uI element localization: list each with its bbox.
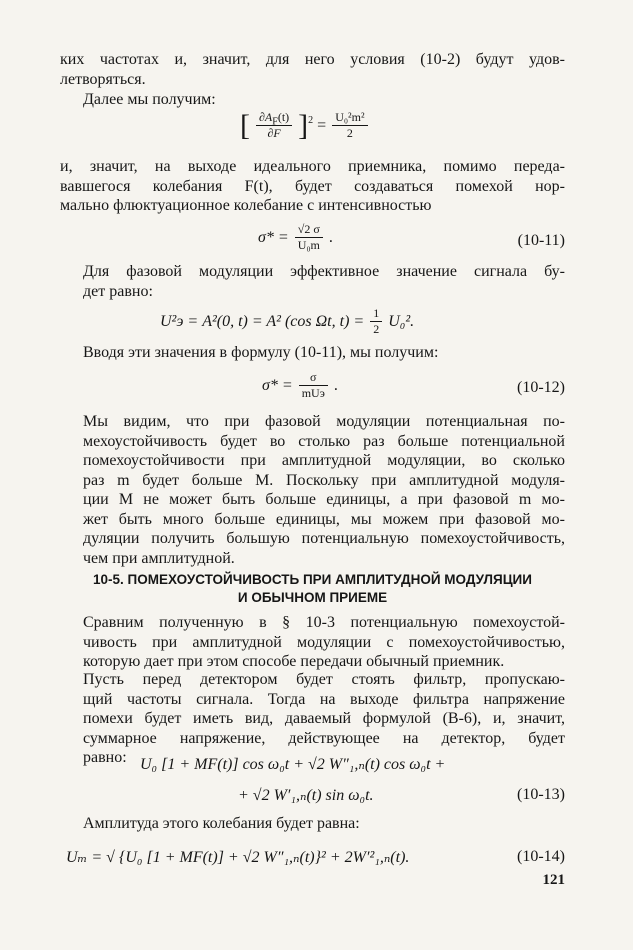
equation-10-12: σ* = $\frac{\sigma}{\text{mUэ}}$ . xyxy=(262,370,338,400)
paragraph-conclusion xyxy=(60,412,565,568)
fraction: $\frac{\partial A_F(t)}{\partial F}$ xyxy=(256,110,292,141)
equation-10-14: Uₘ = √ {U₀ [1 + MF(t)] + √2 W″₁,ₙ(t)}² + 2W′²₁,ₙ(t). xyxy=(66,849,410,866)
text-line: Вводя эти значения в формулу (10-11), мы получим: xyxy=(83,344,439,361)
text-line: и, значит, на выходе идеального приемника, помимо переда- xyxy=(60,158,565,175)
section-heading xyxy=(60,571,565,607)
text-line: помехоустойчивости при амплитудной модуляции, во сколько xyxy=(83,452,565,469)
fraction: $\frac{1}{2}$ xyxy=(370,306,382,337)
text-line: равно: xyxy=(83,749,127,766)
text-line: вавшегося колебания F(t), будет создаваться помехой нор- xyxy=(60,177,565,195)
text-line: которую дает при этом способе передачи обычный приемник. xyxy=(83,653,505,670)
text-line: Амплитуда этого колебания будет равна: xyxy=(83,815,360,832)
paragraph-continuation xyxy=(60,50,565,89)
text-line: дуляции получить большую потенциальную помехоустойчивость, xyxy=(83,530,565,547)
heading-line: И ОБЫЧНОМ ПРИЕМЕ xyxy=(237,590,388,605)
text-line: суммарное напряжение, действующее на детектор, будет xyxy=(83,729,565,747)
equation-derivative: [ $\frac{\partial A_F(t)}{\partial F}$ ]$^2$ = $\frac{\text{U₀²m²}}{2}$ xyxy=(240,110,370,141)
fraction: $\frac{\text{U₀²m²}}{2}$ xyxy=(332,110,367,141)
text-line: Мы видим, что при фазовой модуляции потенциальная по- xyxy=(83,413,565,430)
text-line: Для фазовой модуляции эффективное значение сигнала бу- xyxy=(83,263,565,280)
paragraph xyxy=(60,670,565,768)
equation-10-13-line2: + √2 W′₁,ₙ(t) sin ω₀t. xyxy=(238,787,374,804)
fraction: $\frac{\sigma}{\text{mUэ}}$ xyxy=(299,370,328,401)
text-line: Пусть перед детектором будет стоять фильтр, пропускаю- xyxy=(83,671,565,688)
equation-number: (10-11) xyxy=(517,232,565,249)
text-line: чем при амплитудной. xyxy=(83,549,235,567)
text-line: чивость при амплитудной модуляции с помехоустойчивостью, xyxy=(83,633,565,651)
equation-10-11: σ* = $\frac{√2 \sigma}{\text{U₀m}}$ . xyxy=(258,222,333,252)
text-line: ких частотах и, значит, для него условия (10-2) будут удов- xyxy=(60,51,565,68)
text-line: Сравним полученную в § 10-3 потенциальную помехоустой- xyxy=(83,614,565,631)
text-line: дет равно: xyxy=(83,282,153,300)
text-line: щий частоты сигнала. Тогда на выходе фильтра напряжение xyxy=(83,690,565,708)
equation-number: (10-14) xyxy=(517,848,565,865)
text-line: мехоустойчивость будет во столько раз больше потенциальной xyxy=(83,432,565,450)
text-line: жет быть много больше единицы, мы можем при фазовой мо- xyxy=(83,510,565,528)
text-line: ции M не может быть больше единицы, а при фазовой m мо- xyxy=(83,491,565,508)
equation-phase-effective: U²э = A²(0, t) = A² (cos Ωt, t) = $\frac{1}{2}$ U₀². xyxy=(160,306,415,336)
equation-number: (10-13) xyxy=(517,786,565,803)
text-line: помехи будет иметь вид, даваемый формулой (В-6), и, значит, xyxy=(83,710,565,727)
heading-line: 10-5. ПОМЕХОУСТОЙЧИВОСТЬ ПРИ АМПЛИТУДНОЙ МОДУЛЯЦИИ xyxy=(93,572,532,587)
paragraph-intro xyxy=(60,90,565,110)
equation-10-13-line1: U₀ [1 + MF(t)] cos ω₀t + √2 W″₁,ₙ(t) cos ω₀t + xyxy=(140,756,446,773)
text-line: летворяться. xyxy=(60,70,146,88)
paragraph xyxy=(60,343,565,363)
fraction: $\frac{√2 \sigma}{\text{U₀m}}$ xyxy=(295,222,323,253)
text-line: мально флюктуационное колебание с интенсивностью xyxy=(60,197,432,214)
paragraph xyxy=(60,157,565,216)
text-line: раз m будет больше M. Поскольку при амплитудной модуля- xyxy=(83,471,565,489)
page-number: 121 xyxy=(542,872,565,888)
equation-number: (10-12) xyxy=(517,379,565,396)
paragraph xyxy=(60,613,565,672)
paragraph xyxy=(60,814,565,834)
text-line: Далее мы получим: xyxy=(83,91,216,108)
paragraph xyxy=(60,262,565,301)
